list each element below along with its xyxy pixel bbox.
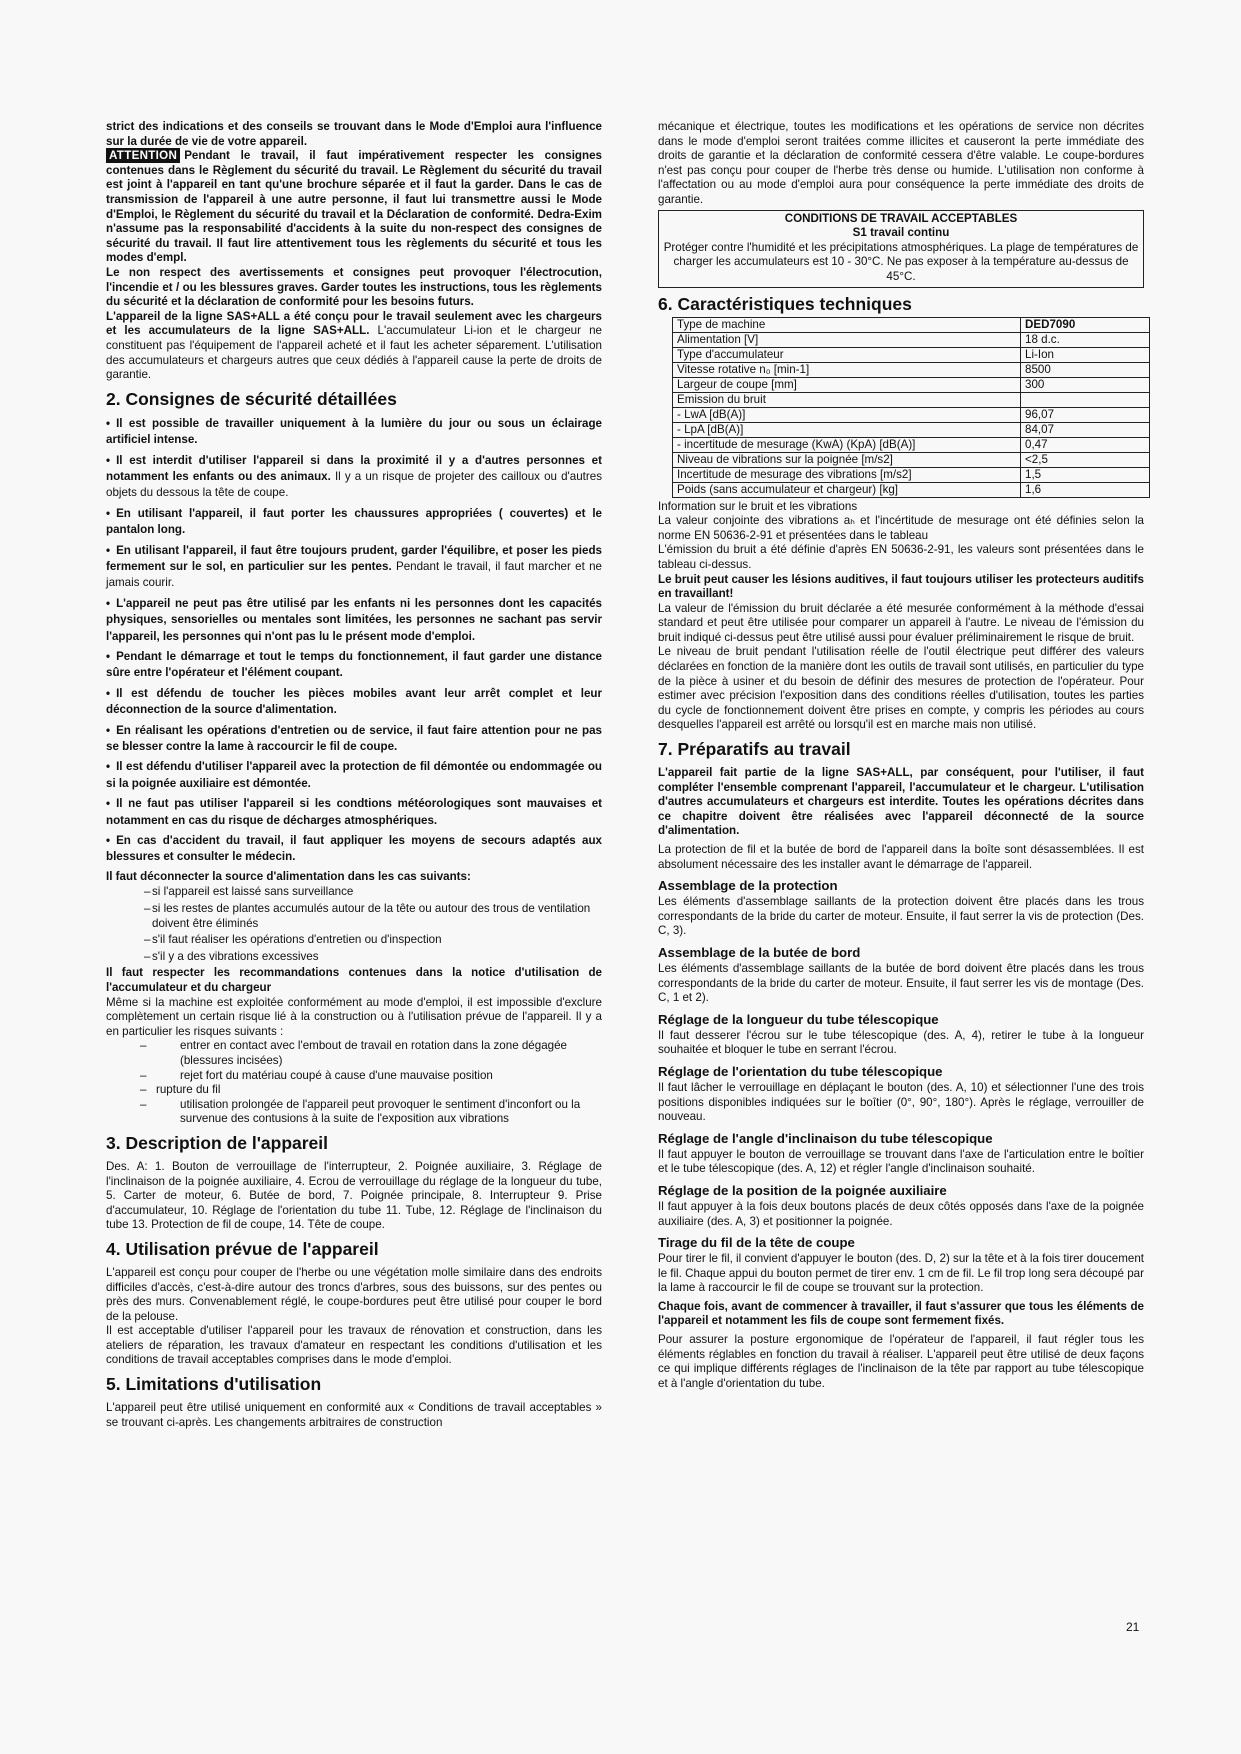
- use-paragraph: L'appareil est conçu pour couper de l'herbe ou une végétation molle similaire dans des endroits difficiles d'accès, c'est-à-dire autour des troncs d'arbres, sous des buissons, sur des pentes ou près des murs. Convenablement réglé, le coupe-bordures peut être utilisé pour couper le bord de la pelouse.: [106, 1265, 602, 1323]
- noise-info-title: Information sur le bruit et les vibrations: [658, 499, 858, 513]
- attention-label: ATTENTION: [106, 148, 180, 163]
- attention-paragraph: [106, 149, 602, 266]
- noise-paragraph-4: Le niveau de bruit pendant l'utilisation réelle de l'outil électrique peut différer des valeurs déclarées en fonction de la manière dont les outils de travail sont utilisés, en particulier du type de la pièce à usiner et du besoin de définir des mesures de protection de l'opérateur. Pour estimer avec précision l'exposition dans des conditions réelles d'utilisation, toutes les parties du cycle de fonctionnement doivent être prises en compte, y compris les périodes au cours desquelles l'appareil est arrêté ou lorsqu'il est en marche mais non utilisé.: [658, 645, 1144, 732]
- subsection-heading: Réglage de l'orientation du tube télescopique: [658, 1063, 943, 1079]
- spec-label: Niveau de vibrations sur la poignée [m/s2]: [673, 452, 1021, 467]
- risk-paragraph: Même si la machine est exploitée conformément au mode d'emploi, il est impossible d'exclure complètement un certain risque lié à la construction ou à l'utilisation prévue de l'appareil. Il y a en particulier les risques suivants :: [106, 995, 602, 1038]
- section-4-heading: 4. Utilisation prévue de l'appareil: [106, 1238, 379, 1259]
- conditions-text: Protéger contre l'humidité et les précipitations atmosphériques. La plage de températures de charger les accumulateurs est 10 - 30°C. Ne pas exposer à la température au-dessus de 45°C.: [663, 240, 1139, 283]
- safety-bullet: • Il est défendu de toucher les pièces mobiles avant leur arrêt complet et leur déconnection de la source d'alimentation.: [106, 686, 602, 719]
- safety-bullet-list: [106, 416, 602, 866]
- subsection-heading: Réglage de la position de la poignée auxiliaire: [658, 1182, 947, 1198]
- list-item: – s'il faut réaliser les opérations d'entretien ou d'inspection: [106, 933, 602, 948]
- spec-label: Vitesse rotative n₀ [min-1]: [673, 362, 1021, 377]
- spec-label: Incertitude de mesurage des vibrations [m/s2]: [673, 467, 1021, 482]
- spec-value: <2,5: [1021, 452, 1150, 467]
- spec-value: 1,5: [1021, 467, 1150, 482]
- spec-value: 84,07: [1021, 422, 1150, 437]
- disconnect-title: Il faut déconnecter la source d'alimentation dans les cas suivants:: [106, 869, 471, 883]
- spec-value: DED7090: [1021, 317, 1150, 332]
- noise-paragraph-2: L'émission du bruit a été définie d'après EN 50636-2-91, les valeurs sont présentées dans le tableau ci-dessus.: [658, 543, 1144, 571]
- subsection-heading: Assemblage de la butée de bord: [658, 944, 861, 960]
- section-3-heading: 3. Description de l'appareil: [106, 1132, 329, 1153]
- page-number: 21: [1126, 1620, 1140, 1634]
- section-6-heading: 6. Caractéristiques techniques: [658, 293, 912, 314]
- spec-row: [673, 377, 1150, 392]
- respect-paragraph: Il faut respecter les recommandations contenues dans la notice d'utilisation de l'accumulateur et du chargeur: [106, 966, 602, 994]
- subsection-text: Il faut appuyer le bouton de verrouillage se trouvant dans l'axe de l'articulation entre le boîtier et le tube télescopique (des. A, 12) et régler l'angle d'inclinaison souhaité.: [658, 1147, 1144, 1176]
- subsection-text: Il faut desserer l'écrou sur le tube télescopique (des. A, 4), retirer le tube à la longueur souhaitée et bloquer le tube en serrant l'écrou.: [658, 1028, 1144, 1057]
- conditions-subtitle: S1 travail continu: [852, 226, 950, 240]
- spec-label: Type d'accumulateur: [673, 347, 1021, 362]
- subsection-text: Pour tirer le fil, il convient d'appuyer le bouton (des. D, 2) sur la tête et à la fois tirer doucement le fil. Chaque appui du bouton permet de tirer env. 1 cm de fil. Le fil trop long sera découpé par la lame à raccourcir le fil de coupe se trouvant sur la protection.: [658, 1252, 1144, 1295]
- safety-bullet: • En cas d'accident du travail, il faut appliquer les moyens de secours adaptés aux blessures et consulter le médecin.: [106, 833, 602, 866]
- spec-row: [673, 467, 1150, 482]
- subsection-text: Les éléments d'assemblage saillants de la butée de bord doivent être placés dans les trous correspondants de la bride du carter de moteur. Ensuite, il faut serrer les vis de montage (Des. C, 1 et 2).: [658, 961, 1144, 1005]
- subsection-heading: Tirage du fil de la tête de coupe: [658, 1235, 855, 1251]
- spec-label: Largeur de coupe [mm]: [673, 377, 1021, 392]
- spec-row: [673, 422, 1150, 437]
- spec-row: [673, 452, 1150, 467]
- spec-value: 0,47: [1021, 437, 1150, 452]
- conditions-box: [658, 210, 1144, 288]
- preparation-text: La protection de fil et la butée de bord de l'appareil dans la boîte sont désassemblées. Il est absolument nécessaire des les installer avant le démarrage de l'appareil.: [658, 843, 1144, 871]
- spec-value: 1,6: [1021, 482, 1150, 497]
- subsection-text: Il faut lâcher le verrouillage en déplaçant le bouton (des. A, 10) et sélectionner l'une des trois positions disponibles indiquées sur le boîtier (0°, 90°, 180°). Après le réglage, verrouiller de nouveau.: [658, 1080, 1144, 1124]
- subsection-text: Il faut appuyer à la fois deux boutons placés de deux côtés opposés dans l'axe de la poignée auxiliaire (des. A, 3) et positionner la poignée.: [658, 1199, 1144, 1228]
- list-item: – rejet fort du matériau coupé à cause d'une mauvaise position: [106, 1069, 602, 1084]
- spec-row: [673, 362, 1150, 377]
- warning-paragraph: Le non respect des avertissements et consignes peut provoquer l'électrocution, l'incendie et / ou les blessures graves. Garder toutes les instructions, tous les règlements du sécurité et la déclaration de conformité pour les besoins futurs.: [106, 265, 602, 309]
- list-item: – utilisation prolongée de l'appareil peut provoquer le sentiment d'inconfort ou la survenue des contusions à la suite de l'exposition aux vibrations: [106, 1098, 602, 1127]
- sas-paragraph: [106, 310, 602, 383]
- spec-row: [673, 482, 1150, 497]
- section-5-heading: 5. Limitations d'utilisation: [106, 1374, 322, 1395]
- list-item: – entrer en contact avec l'embout de travail en rotation dans la zone dégagée (blessures incisées): [106, 1039, 602, 1068]
- spec-row: [673, 392, 1150, 407]
- noise-paragraph-1: La valeur conjointe des vibrations aₕ et l'incértitude de mesurage ont été définies selon la norme EN 50636-2-91 et présentées dans le tableau: [658, 514, 1144, 542]
- spec-label: Poids (sans accumulateur et chargeur) [kg]: [673, 482, 1021, 497]
- spec-value: 18 d.c.: [1021, 332, 1150, 347]
- spec-label: Type de machine: [673, 317, 1021, 332]
- sas-bold-text: L'appareil de la ligne SAS+ALL a été conçu pour le travail seulement avec les chargeurs et les accumulateurs de la ligne SAS+ALL.: [106, 309, 602, 338]
- noise-paragraph-3: La valeur de l'émission du bruit déclarée a été mesurée conformément à la méthode d'essai standard et peut être utilisée pour comparer un appareil à l'autre. Le niveau de l'émission du bruit indiqué ci-dessus peut être utilisé aussi pour évaluer préliminairement le risque de bruit.: [658, 601, 1144, 644]
- safety-bullet: • L'appareil ne peut pas être utilisé par les enfants ni les personnes dont les capacités physiques, sensorielles ou mentales sont limitées, les personnes ne sachant pas servir l'appareil, les personnes qui n'ont pas lu le présent mode d'emploi.: [106, 596, 602, 645]
- spec-label: - LpA [dB(A)]: [673, 422, 1021, 437]
- sas-normal-text: L'accumulateur Li-ion et le chargeur ne constituent pas l'équipement de l'appareil acheté et il faut les acheter séparement. L'utilisation des accumulateurs et chargeurs autres que ceux dédiés à l'appareil cause la perte de droits de garantie.: [106, 324, 602, 382]
- spec-label: Alimentation [V]: [673, 332, 1021, 347]
- risk-list: [106, 1039, 602, 1127]
- conditions-title: CONDITIONS DE TRAVAIL ACCEPTABLES: [784, 211, 1018, 225]
- subsection-heading: Assemblage de la protection: [658, 878, 838, 894]
- spec-value: [1021, 392, 1150, 407]
- intro-paragraph: strict des indications et des conseils se trouvant dans le Mode d'Emploi aura l'influence sur la durée de vie de votre appareil.: [106, 120, 602, 148]
- right-column: [658, 120, 1144, 1391]
- safety-bullet: • Il ne faut pas utiliser l'appareil si les condtions météorologiques sont mauvaises et notamment en cas du risque de décharges atmosphériques.: [106, 796, 602, 829]
- check-warning: Chaque fois, avant de commencer à travailler, il faut s'assurer que tous les éléments de l'appareil et notamment les fils de coupe sont fermement fixés.: [658, 1299, 1144, 1328]
- attention-text: Pendant le travail, il faut impérativement respecter les consignes contenues dans le Règlement du sécurité du travail. Le Règlement du sécurité du travail est joint à l'appareil en tant qu'une brochure séparée et il faut la garder. Dans le cas de transmission de l'appareil à une autre personne, il faut lui transmettre aussi le Mode d'Emploi, le Règlement du sécurité du travail et la Déclaration de conformité. Dedra-Exim n'assume pas la responsabilité d'accidents à la suite du non-respect des consignes de sécurité du travail. Il faut lire attentivement tous les règlements du sécurité et tous les modes d'empl.: [106, 149, 602, 265]
- spec-label: - LwA [dB(A)]: [673, 407, 1021, 422]
- list-item: – rupture du fil: [106, 1083, 602, 1098]
- list-item: – si l'appareil est laissé sans surveillance: [106, 885, 602, 900]
- safety-bullet: • En réalisant les opérations d'entretien ou de service, il faut faire attention pour ne pas se blesser contre la lame à raccourcir le fil de coupe.: [106, 723, 602, 756]
- preparation-bold: L'appareil fait partie de la ligne SAS+ALL, par conséquent, pour l'utiliser, il faut compléter l'ensemble comprenant l'appareil, l'accumulateur et le chargeur. L'utilisation d'autres accumulateurs et chargeurs est interdite. Toutes les opérations décrites dans ce chapitre doivent être réalisées avec l'appareil déconnecté de la source d'alimentation.: [658, 766, 1144, 838]
- spec-value: 96,07: [1021, 407, 1150, 422]
- subsection-text: Les éléments d'assemblage saillants de la protection doivent être placés dans les trous correspondants de la bride du carter de moteur. Ensuite, il faut serrer la vis de protection (Des. C, 3).: [658, 895, 1144, 938]
- spec-label: Emission du bruit: [673, 392, 1021, 407]
- spec-value: 300: [1021, 377, 1150, 392]
- section-2-heading: 2. Consignes de sécurité détaillées: [106, 388, 397, 409]
- safety-bullet: • Pendant le démarrage et tout le temps du fonctionnement, il faut garder une distance sûre entre l'opérateur et l'élément coupant.: [106, 649, 602, 682]
- continued-paragraph: mécanique et électrique, toutes les modifications et les opérations de service non décrites dans le mode d'emploi seront traitées comme illicites et causeront la perte immédiate des droits de garantie et la déclaration de conformité cessera d'être valable. Le coupe-bordures n'est pas conçu pour couper de l'herbe très dense ou humide. L'utilisation non conforme à l'affectation ou au mode d'emploi aura pour conséquence la perte immédiate des droits de garantie.: [658, 120, 1144, 206]
- spec-label: - incertitude de mesurage (KwA) (KpA) [dB(A)]: [673, 437, 1021, 452]
- subsection-heading: Réglage de la longueur du tube télescopique: [658, 1011, 939, 1027]
- disconnect-list: [106, 885, 602, 964]
- spec-row: [673, 347, 1150, 362]
- spec-row: [673, 437, 1150, 452]
- noise-warning: Le bruit peut causer les lésions auditives, il faut toujours utiliser les protecteurs auditifs en travaillant!: [658, 572, 1144, 601]
- spec-table: [672, 317, 1150, 498]
- list-item: – s'il y a des vibrations excessives: [106, 950, 602, 965]
- section-7-heading: 7. Préparatifs au travail: [658, 739, 851, 760]
- list-item: – si les restes de plantes accumulés autour de la tête ou autour des trous de ventilation doivent être éliminés: [106, 902, 602, 931]
- spec-row: [673, 317, 1150, 332]
- description-paragraph: Des. A: 1. Bouton de verrouillage de l'interrupteur, 2. Poignée auxiliaire, 3. Réglage de l'inclinaison de la poignée auxiliaire, 4. Ecrou de verrouillage du réglage de la longueur du tube, 5. Carter de moteur, 6. Butée de bord, 7. Poignée principale, 8. Interrupteur 9. Prise d'accumulateur, 10. Réglage de l'orientation du tube 11. Tube, 12. Réglage de l'inclinaison du tube 13. Protection de fil de coupe, 14. Tête de coupe.: [106, 1159, 602, 1232]
- ergonomics-paragraph: Pour assurer la posture ergonomique de l'opérateur de l'appareil, il faut régler tous les éléments réglables en fonction du travail à réaliser. L'appareil peut être utilisé de deux façons ce qui implique différents réglages de l'inclinaison de la tête par rapport au tube télescopique et à l'angle d'orientation du tube.: [658, 1333, 1144, 1390]
- left-column: [106, 120, 602, 1430]
- use-paragraph-2: Il est acceptable d'utiliser l'appareil pour les travaux de rénovation et construction, dans les ateliers de réparation, les travaux d'amateur en respectant les conditions d'utilisation et les conditions de travail acceptables comprises dans le mode d'emploi.: [106, 1324, 602, 1367]
- spec-value: 8500: [1021, 362, 1150, 377]
- spec-row: [673, 407, 1150, 422]
- safety-bullet: • Il est possible de travailler uniquement à la lumière du jour ou sous un éclairage artificiel intense.: [106, 416, 602, 449]
- spec-value: Li-Ion: [1021, 347, 1150, 362]
- safety-bullet: • En utilisant l'appareil, il faut être toujours prudent, garder l'équilibre, et poser les pieds fermement sur le sol, en particulier sur les pentes. Pendant le travail, il faut marcher et ne jamais courir.: [106, 543, 602, 592]
- safety-bullet: • Il est défendu d'utiliser l'appareil avec la protection de fil démontée ou endommagée ou si la poignée auxiliaire est démontée.: [106, 759, 602, 792]
- safety-bullet: • Il est interdit d'utiliser l'appareil si dans la proximité il y a d'autres personnes et notamment les enfants ou des animaux. Il y a un risque de projeter des cailloux ou d'autres objets du dessous la tête de coupe.: [106, 453, 602, 502]
- subsection-heading: Réglage de l'angle d'inclinaison du tube télescopique: [658, 1130, 993, 1146]
- spec-row: [673, 332, 1150, 347]
- limitations-paragraph: L'appareil peut être utilisé uniquement en conformité aux « Conditions de travail acceptables » se trouvant ci-après. Les changements arbitraires de construction: [106, 1401, 602, 1429]
- safety-bullet: • En utilisant l'appareil, il faut porter les chaussures appropriées ( couvertes) et le pantalon long.: [106, 506, 602, 539]
